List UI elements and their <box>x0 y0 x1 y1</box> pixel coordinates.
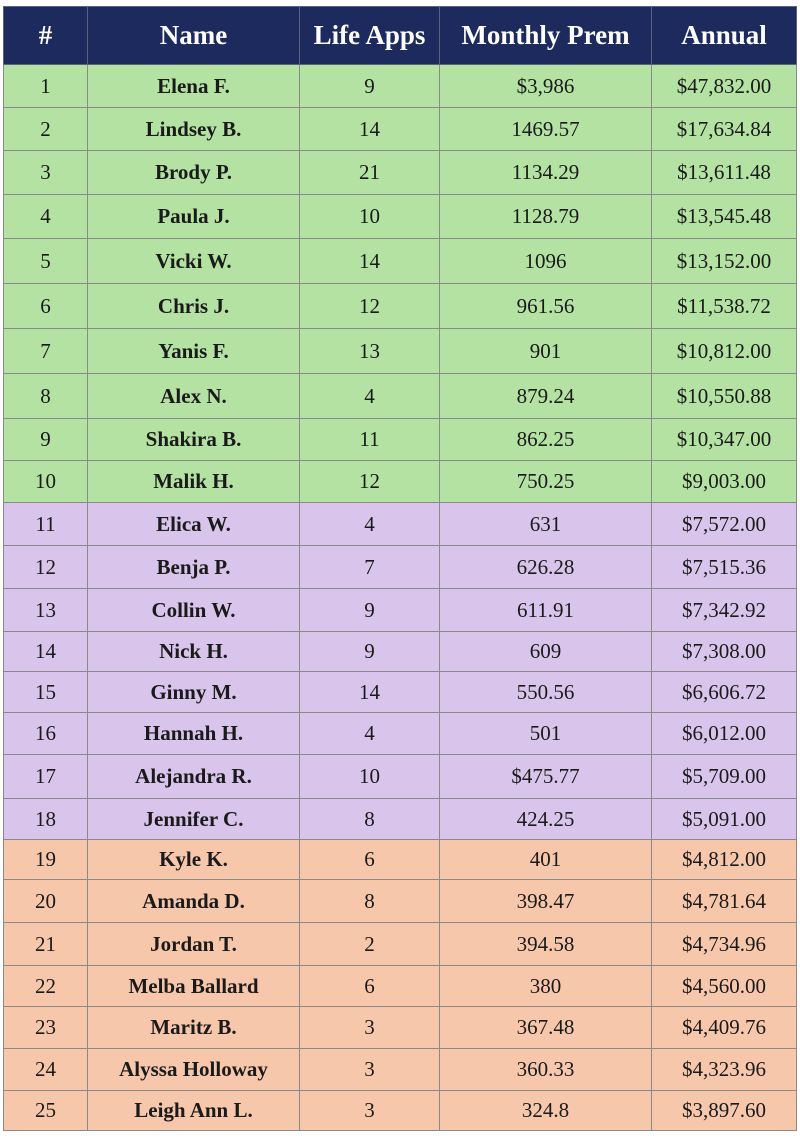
cell-rank: 6 <box>4 284 88 329</box>
cell-annual: $17,634.84 <box>652 108 797 151</box>
cell-life-apps: 10 <box>300 755 440 799</box>
column-header-rank: # <box>4 7 88 65</box>
cell-rank: 23 <box>4 1007 88 1049</box>
cell-rank: 7 <box>4 329 88 374</box>
table-row <box>4 880 797 923</box>
header-row <box>4 7 797 65</box>
cell-life-apps: 14 <box>300 108 440 151</box>
cell-life-apps: 4 <box>300 503 440 546</box>
cell-life-apps: 13 <box>300 329 440 374</box>
cell-life-apps: 10 <box>300 195 440 239</box>
cell-name: Ginny M. <box>88 672 300 713</box>
cell-annual: $5,709.00 <box>652 755 797 799</box>
cell-name: Brody P. <box>88 151 300 195</box>
cell-name: Elica W. <box>88 503 300 546</box>
cell-annual: $6,606.72 <box>652 672 797 713</box>
cell-monthly-prem: 609 <box>440 632 652 672</box>
table-row <box>4 923 797 966</box>
cell-name: Maritz B. <box>88 1007 300 1049</box>
column-header-life-apps: Life Apps <box>300 7 440 65</box>
cell-annual: $13,152.00 <box>652 239 797 284</box>
cell-life-apps: 6 <box>300 840 440 880</box>
cell-monthly-prem: 1134.29 <box>440 151 652 195</box>
cell-annual: $7,342.92 <box>652 589 797 632</box>
column-header-monthly-prem: Monthly Prem <box>440 7 652 65</box>
table-row <box>4 713 797 755</box>
cell-monthly-prem: $475.77 <box>440 755 652 799</box>
cell-rank: 16 <box>4 713 88 755</box>
cell-life-apps: 4 <box>300 374 440 419</box>
column-header-annual: Annual <box>652 7 797 65</box>
cell-annual: $7,515.36 <box>652 546 797 589</box>
table-row <box>4 284 797 329</box>
cell-monthly-prem: 879.24 <box>440 374 652 419</box>
cell-name: Malik H. <box>88 461 300 503</box>
table-row <box>4 1049 797 1091</box>
cell-life-apps: 4 <box>300 713 440 755</box>
cell-annual: $7,572.00 <box>652 503 797 546</box>
cell-monthly-prem: 626.28 <box>440 546 652 589</box>
cell-annual: $47,832.00 <box>652 65 797 108</box>
cell-name: Yanis F. <box>88 329 300 374</box>
table-row <box>4 503 797 546</box>
table-row <box>4 1007 797 1049</box>
cell-life-apps: 11 <box>300 419 440 461</box>
cell-rank: 2 <box>4 108 88 151</box>
table-row <box>4 546 797 589</box>
cell-monthly-prem: 424.25 <box>440 799 652 840</box>
cell-annual: $4,781.64 <box>652 880 797 923</box>
cell-name: Jennifer C. <box>88 799 300 840</box>
cell-life-apps: 3 <box>300 1049 440 1091</box>
cell-monthly-prem: 501 <box>440 713 652 755</box>
cell-name: Lindsey B. <box>88 108 300 151</box>
table-row <box>4 966 797 1007</box>
cell-life-apps: 14 <box>300 239 440 284</box>
cell-life-apps: 12 <box>300 461 440 503</box>
table-row <box>4 1091 797 1131</box>
cell-monthly-prem: 360.33 <box>440 1049 652 1091</box>
cell-annual: $4,812.00 <box>652 840 797 880</box>
cell-monthly-prem: 401 <box>440 840 652 880</box>
cell-annual: $7,308.00 <box>652 632 797 672</box>
cell-life-apps: 12 <box>300 284 440 329</box>
cell-name: Leigh Ann L. <box>88 1091 300 1131</box>
cell-rank: 4 <box>4 195 88 239</box>
cell-life-apps: 7 <box>300 546 440 589</box>
cell-monthly-prem: 324.8 <box>440 1091 652 1131</box>
cell-monthly-prem: 631 <box>440 503 652 546</box>
cell-rank: 21 <box>4 923 88 966</box>
cell-annual: $10,550.88 <box>652 374 797 419</box>
cell-rank: 22 <box>4 966 88 1007</box>
cell-rank: 17 <box>4 755 88 799</box>
cell-name: Chris J. <box>88 284 300 329</box>
cell-monthly-prem: 1469.57 <box>440 108 652 151</box>
cell-name: Alex N. <box>88 374 300 419</box>
cell-name: Nick H. <box>88 632 300 672</box>
cell-name: Elena F. <box>88 65 300 108</box>
cell-rank: 9 <box>4 419 88 461</box>
cell-name: Benja P. <box>88 546 300 589</box>
cell-rank: 10 <box>4 461 88 503</box>
cell-rank: 20 <box>4 880 88 923</box>
cell-annual: $4,560.00 <box>652 966 797 1007</box>
cell-monthly-prem: 961.56 <box>440 284 652 329</box>
table-row <box>4 151 797 195</box>
cell-monthly-prem: 1128.79 <box>440 195 652 239</box>
cell-life-apps: 3 <box>300 1091 440 1131</box>
cell-rank: 13 <box>4 589 88 632</box>
cell-annual: $5,091.00 <box>652 799 797 840</box>
cell-annual: $4,734.96 <box>652 923 797 966</box>
cell-monthly-prem: $3,986 <box>440 65 652 108</box>
cell-annual: $9,003.00 <box>652 461 797 503</box>
cell-name: Vicki W. <box>88 239 300 284</box>
cell-rank: 8 <box>4 374 88 419</box>
cell-name: Paula J. <box>88 195 300 239</box>
cell-life-apps: 9 <box>300 65 440 108</box>
cell-annual: $3,897.60 <box>652 1091 797 1131</box>
cell-rank: 12 <box>4 546 88 589</box>
cell-rank: 19 <box>4 840 88 880</box>
cell-annual: $4,323.96 <box>652 1049 797 1091</box>
cell-annual: $4,409.76 <box>652 1007 797 1049</box>
cell-monthly-prem: 367.48 <box>440 1007 652 1049</box>
table-header <box>4 7 797 65</box>
table-row <box>4 755 797 799</box>
cell-name: Collin W. <box>88 589 300 632</box>
cell-name: Kyle K. <box>88 840 300 880</box>
cell-name: Jordan T. <box>88 923 300 966</box>
table-row <box>4 589 797 632</box>
cell-rank: 14 <box>4 632 88 672</box>
table-body <box>4 65 797 1131</box>
table-row <box>4 239 797 284</box>
cell-rank: 18 <box>4 799 88 840</box>
cell-life-apps: 9 <box>300 632 440 672</box>
leaderboard-table <box>3 6 797 1131</box>
cell-name: Shakira B. <box>88 419 300 461</box>
cell-annual: $13,545.48 <box>652 195 797 239</box>
cell-monthly-prem: 550.56 <box>440 672 652 713</box>
cell-monthly-prem: 398.47 <box>440 880 652 923</box>
table-row <box>4 419 797 461</box>
cell-annual: $6,012.00 <box>652 713 797 755</box>
cell-life-apps: 9 <box>300 589 440 632</box>
table-row <box>4 672 797 713</box>
table-row <box>4 374 797 419</box>
cell-rank: 3 <box>4 151 88 195</box>
cell-monthly-prem: 394.58 <box>440 923 652 966</box>
cell-annual: $10,347.00 <box>652 419 797 461</box>
table-row <box>4 840 797 880</box>
cell-rank: 25 <box>4 1091 88 1131</box>
cell-life-apps: 14 <box>300 672 440 713</box>
cell-rank: 24 <box>4 1049 88 1091</box>
table-row <box>4 329 797 374</box>
cell-life-apps: 6 <box>300 966 440 1007</box>
cell-monthly-prem: 901 <box>440 329 652 374</box>
cell-monthly-prem: 611.91 <box>440 589 652 632</box>
cell-life-apps: 8 <box>300 880 440 923</box>
cell-name: Alejandra R. <box>88 755 300 799</box>
cell-monthly-prem: 750.25 <box>440 461 652 503</box>
leaderboard <box>3 6 796 1131</box>
table-row <box>4 799 797 840</box>
cell-life-apps: 3 <box>300 1007 440 1049</box>
cell-monthly-prem: 862.25 <box>440 419 652 461</box>
cell-monthly-prem: 1096 <box>440 239 652 284</box>
cell-name: Hannah H. <box>88 713 300 755</box>
table-row <box>4 195 797 239</box>
cell-annual: $10,812.00 <box>652 329 797 374</box>
cell-name: Melba Ballard <box>88 966 300 1007</box>
cell-annual: $11,538.72 <box>652 284 797 329</box>
cell-monthly-prem: 380 <box>440 966 652 1007</box>
cell-rank: 15 <box>4 672 88 713</box>
cell-life-apps: 21 <box>300 151 440 195</box>
table-row <box>4 461 797 503</box>
cell-annual: $13,611.48 <box>652 151 797 195</box>
table-row <box>4 65 797 108</box>
cell-life-apps: 8 <box>300 799 440 840</box>
cell-rank: 11 <box>4 503 88 546</box>
cell-name: Amanda D. <box>88 880 300 923</box>
column-header-name: Name <box>88 7 300 65</box>
cell-rank: 1 <box>4 65 88 108</box>
table-row <box>4 632 797 672</box>
table-row <box>4 108 797 151</box>
cell-name: Alyssa Holloway <box>88 1049 300 1091</box>
cell-rank: 5 <box>4 239 88 284</box>
cell-life-apps: 2 <box>300 923 440 966</box>
